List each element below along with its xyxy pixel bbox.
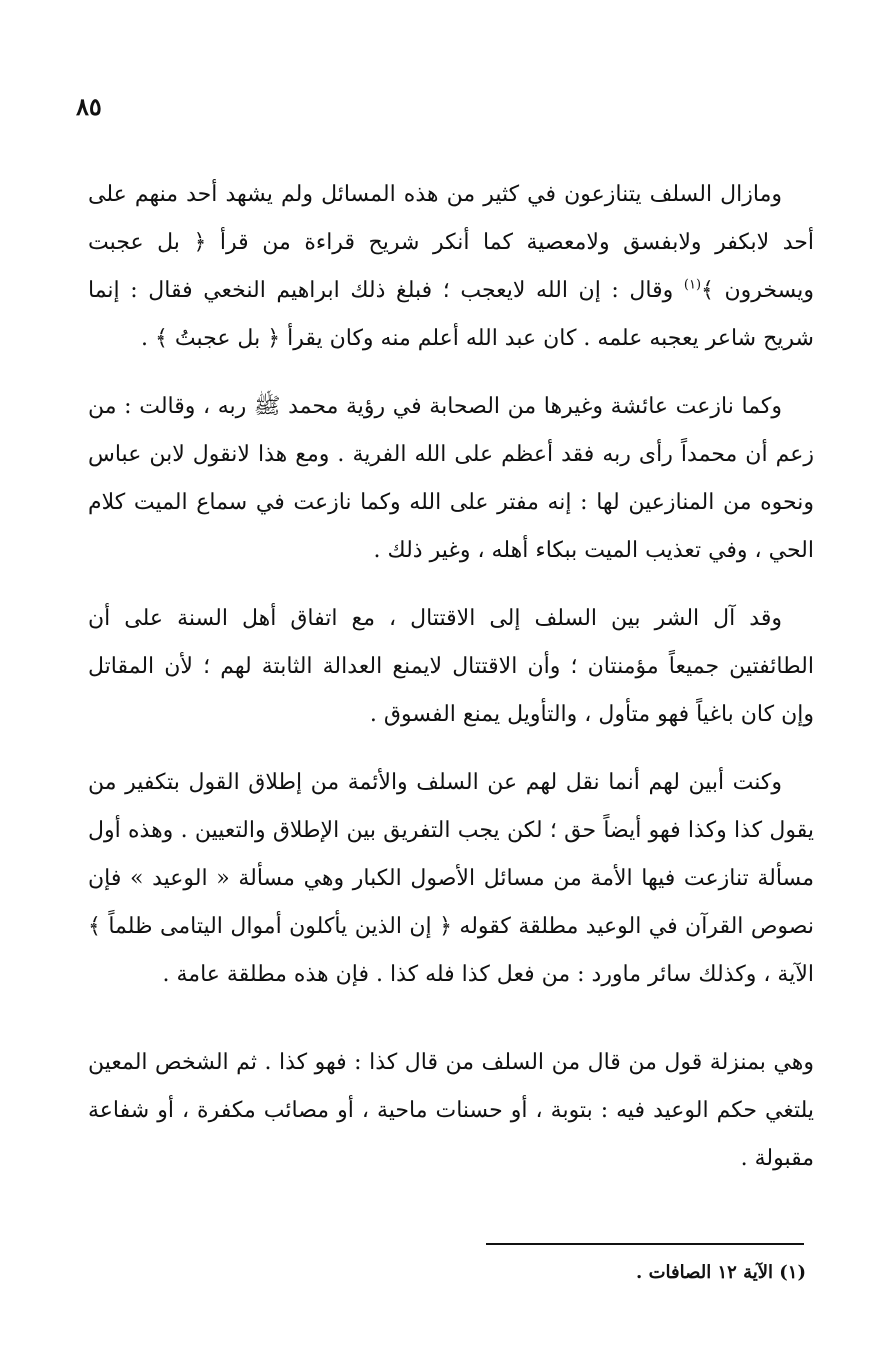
- footnote-ref: (١): [683, 277, 702, 293]
- paragraph-1-text: ومازال السلف يتنازعون في كثير من هذه المسائل ولم يشهد أحد منهم على أحد لابكفر ولابفسق ولامعصية كما أنكر شريح قراءة من قرأ ﴿ بل عجبت ويسخرون ﴾: [88, 182, 814, 303]
- paragraph-3: وقد آل الشر بين السلف إلى الاقتتال ، مع اتفاق أهل السنة على أن الطائفتين جميعاً مؤمنتان ؛ وأن الاقتتال لايمنع العدالة الثابتة لهم ؛ لأن المقاتل وإن كان باغياً فهو متأول ، والتأويل يمنع الفسوق .: [88, 606, 814, 727]
- footnote-divider: [486, 1243, 804, 1245]
- paragraph-2: وكما نازعت عائشة وغيرها من الصحابة في رؤية محمد ﷺ ربه ، وقالت : من زعم أن محمداً رأى ربه فقد أعظم على الله الفرية . ومع هذا لانقول لابن عباس ونحوه من المنازعين لها : إنه مفتر على الله وكما نازعت في سماع الميت كلام الحي ، وفي تعذيب الميت ببكاء أهله ، وغير ذلك .: [88, 394, 814, 563]
- paragraph-1-continuation: وقال : إن الله لايعجب ؛ فبلغ ذلك ابراهيم النخعي فقال : إنما شريح شاعر يعجبه علمه . كان عبد الله أعلم منه وكان يقرأ ﴿ بل عجبتُ ﴾ .: [88, 278, 814, 351]
- main-text: [88, 171, 814, 1183]
- footnote: (١) الآية ١٢ الصافات .: [636, 1262, 806, 1283]
- paragraph-4: وكنت أبين لهم أنما نقل لهم عن السلف والأئمة من إطلاق القول بتكفير من يقول كذا وكذا فهو أيضاً حق ؛ لكن يجب التفريق بين الإطلاق والتعيين . وهذه أول مسألة تنازعت فيها الأمة من مسائل الأصول الكبار وهي مسألة « الوعيد » فإن نصوص القرآن في الوعيد مطلقة كقوله ﴿ إن الذين يأكلون أموال اليتامى ظلماً ﴾ الآية ، وكذلك سائر ماورد : من فعل كذا فله كذا . فإن هذه مطلقة عامة .: [88, 770, 815, 987]
- paragraph-1: [88, 171, 814, 363]
- page-number: ٨٥: [76, 92, 102, 121]
- paragraph-5: وهي بمنزلة قول من قال من السلف من قال كذا : فهو كذا . ثم الشخص المعين يلتغي حكم الوعيد فيه : بتوبة ، أو حسنات ماحية ، أو مصائب مكفرة ، أو شفاعة مقبولة .: [88, 1050, 814, 1171]
